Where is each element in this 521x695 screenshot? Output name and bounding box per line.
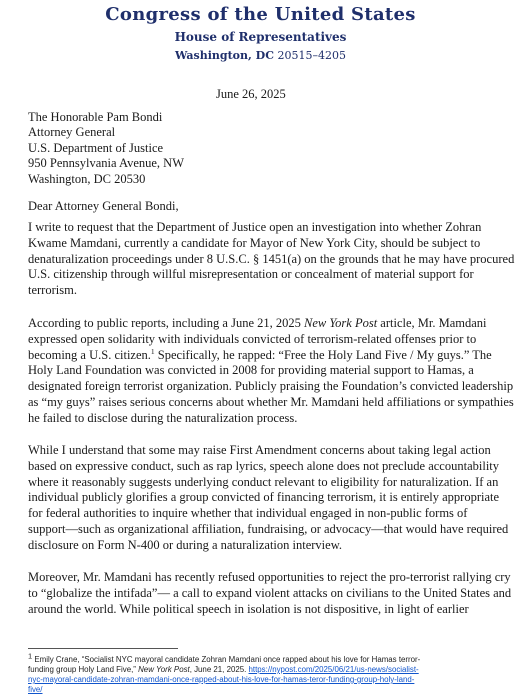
paragraph-line: around the world. While political speech in isolation is not dispositive, in light of earlier bbox=[28, 601, 469, 616]
paragraph-3 bbox=[28, 443, 521, 554]
paragraph-line: for federal authorities to inquire whether that individual engaged in non-public forms of bbox=[28, 506, 468, 521]
source-link[interactable]: https://nypost.com/2025/06/21/us-news/socialist- bbox=[248, 665, 419, 674]
paragraph-line: While I understand that some may raise First Amendment concerns about taking legal action bbox=[28, 443, 491, 457]
paragraph-line: U.S. citizenship through willful misrepresentation or concealment of material support for bbox=[28, 267, 474, 282]
paragraph-4 bbox=[28, 570, 521, 617]
paragraph-line: support—such as organizational affiliation, fundraising, or advocacy—that would have required bbox=[28, 521, 509, 536]
letterhead-zip: 20515–4205 bbox=[277, 49, 346, 62]
paragraph-line: disclosure on Form N-400 or during a naturalization interview. bbox=[28, 537, 343, 552]
letterhead-address bbox=[0, 49, 521, 62]
paragraph-line: as “my guys” raises serious concerns about whether Mr. Mamdani held affiliations or sympathies bbox=[28, 394, 514, 409]
text-run: , June 21, 2025. bbox=[189, 665, 249, 674]
footnote-line bbox=[28, 651, 518, 665]
paragraph-line: Moreover, Mr. Mamdani has recently refused opportunities to reject the pro-terrorist rallying cry bbox=[28, 570, 511, 584]
paragraph-line bbox=[28, 316, 521, 332]
footnote-line bbox=[28, 665, 518, 675]
paragraph-line: he failed to disclose during the naturalization process. bbox=[28, 410, 298, 425]
recipient-street: 950 Pennsylvania Avenue, NW bbox=[28, 156, 184, 171]
text-run: According to public reports, including a June 21, 2025 bbox=[28, 316, 304, 330]
footnote-marker[interactable]: 1 bbox=[150, 346, 155, 356]
publication-name: New York Post bbox=[304, 316, 378, 330]
paragraph-line: individual publicly glorifies a group convicted of financing terrorism, it is entirely appropriate bbox=[28, 490, 500, 505]
paragraph-line: Holy Land Foundation was convicted in 2008 for providing material support to Hamas, a bbox=[28, 363, 474, 378]
paragraph-line: where it reasonably suggests underlying conduct relevant to eligibility for naturalization. If an bbox=[28, 474, 499, 489]
footnote-divider bbox=[28, 648, 178, 649]
paragraph-line: I write to request that the Department of Justice open an investigation into whether Zohran bbox=[28, 220, 482, 234]
paragraph-line: expressed open solidarity with individuals convicted of terrorism-related offenses prior to bbox=[28, 331, 477, 346]
paragraph-line bbox=[28, 348, 521, 364]
paragraph-line: Kwame Mamdani, currently a candidate for Mayor of New York City, should be subject to bbox=[28, 235, 481, 250]
text-run: funding group Holy Land Five,” bbox=[28, 665, 139, 674]
recipient-title: Attorney General bbox=[28, 125, 116, 140]
publication-name: New York Post bbox=[138, 665, 190, 674]
paragraph-line: based on expressive conduct, such as rap lyrics, speech alone does not preclude accountability bbox=[28, 458, 500, 473]
recipient-name: The Honorable Pam Bondi bbox=[28, 110, 163, 124]
letterhead-city: Washington, DC bbox=[175, 49, 274, 62]
source-link[interactable]: nyc-mayoral-candidate-zohran-mamdani-once-rapped-about-his-love-for-hamas-teror-funding-group-holy-land- bbox=[28, 675, 415, 684]
paragraph-line: to “globalize the intifada”— a call to expand violent attacks on civilians to the United States and bbox=[28, 585, 512, 600]
text-run: Emily Crane, “Socialist NYC mayoral candidate Zohran Mamdani once rapped about his love for Hamas terror- bbox=[32, 655, 421, 664]
text-run: Specifically, he rapped: “Free the Holy Land Five / My guys.” The bbox=[154, 347, 492, 362]
text-run: becoming a U.S. citizen. bbox=[28, 347, 151, 362]
recipient-address bbox=[28, 110, 184, 187]
recipient-department: U.S. Department of Justice bbox=[28, 140, 164, 155]
recipient-city: Washington, DC 20530 bbox=[28, 171, 146, 186]
text-run: article, Mr. Mamdani bbox=[377, 316, 487, 330]
footnote-number: 1 bbox=[28, 651, 33, 661]
paragraph-2 bbox=[28, 316, 521, 427]
letterhead-house: House of Representatives bbox=[174, 30, 347, 44]
letter-date: June 26, 2025 bbox=[216, 87, 286, 101]
paragraph-line: terrorism. bbox=[28, 283, 77, 298]
paragraph-line: denaturalization proceedings under 8 U.S.C. § 1451(a) on the grounds that he may have procured bbox=[28, 251, 515, 266]
footnote bbox=[28, 651, 518, 695]
source-link[interactable]: five/ bbox=[28, 685, 43, 694]
letterhead-title: Congress of the United States bbox=[105, 4, 416, 25]
paragraph-line: designated foreign terrorist organization. Publicly praising the Foundation’s convicted leadership bbox=[28, 379, 514, 394]
paragraph-1 bbox=[28, 220, 521, 299]
salutation: Dear Attorney General Bondi, bbox=[28, 199, 179, 213]
